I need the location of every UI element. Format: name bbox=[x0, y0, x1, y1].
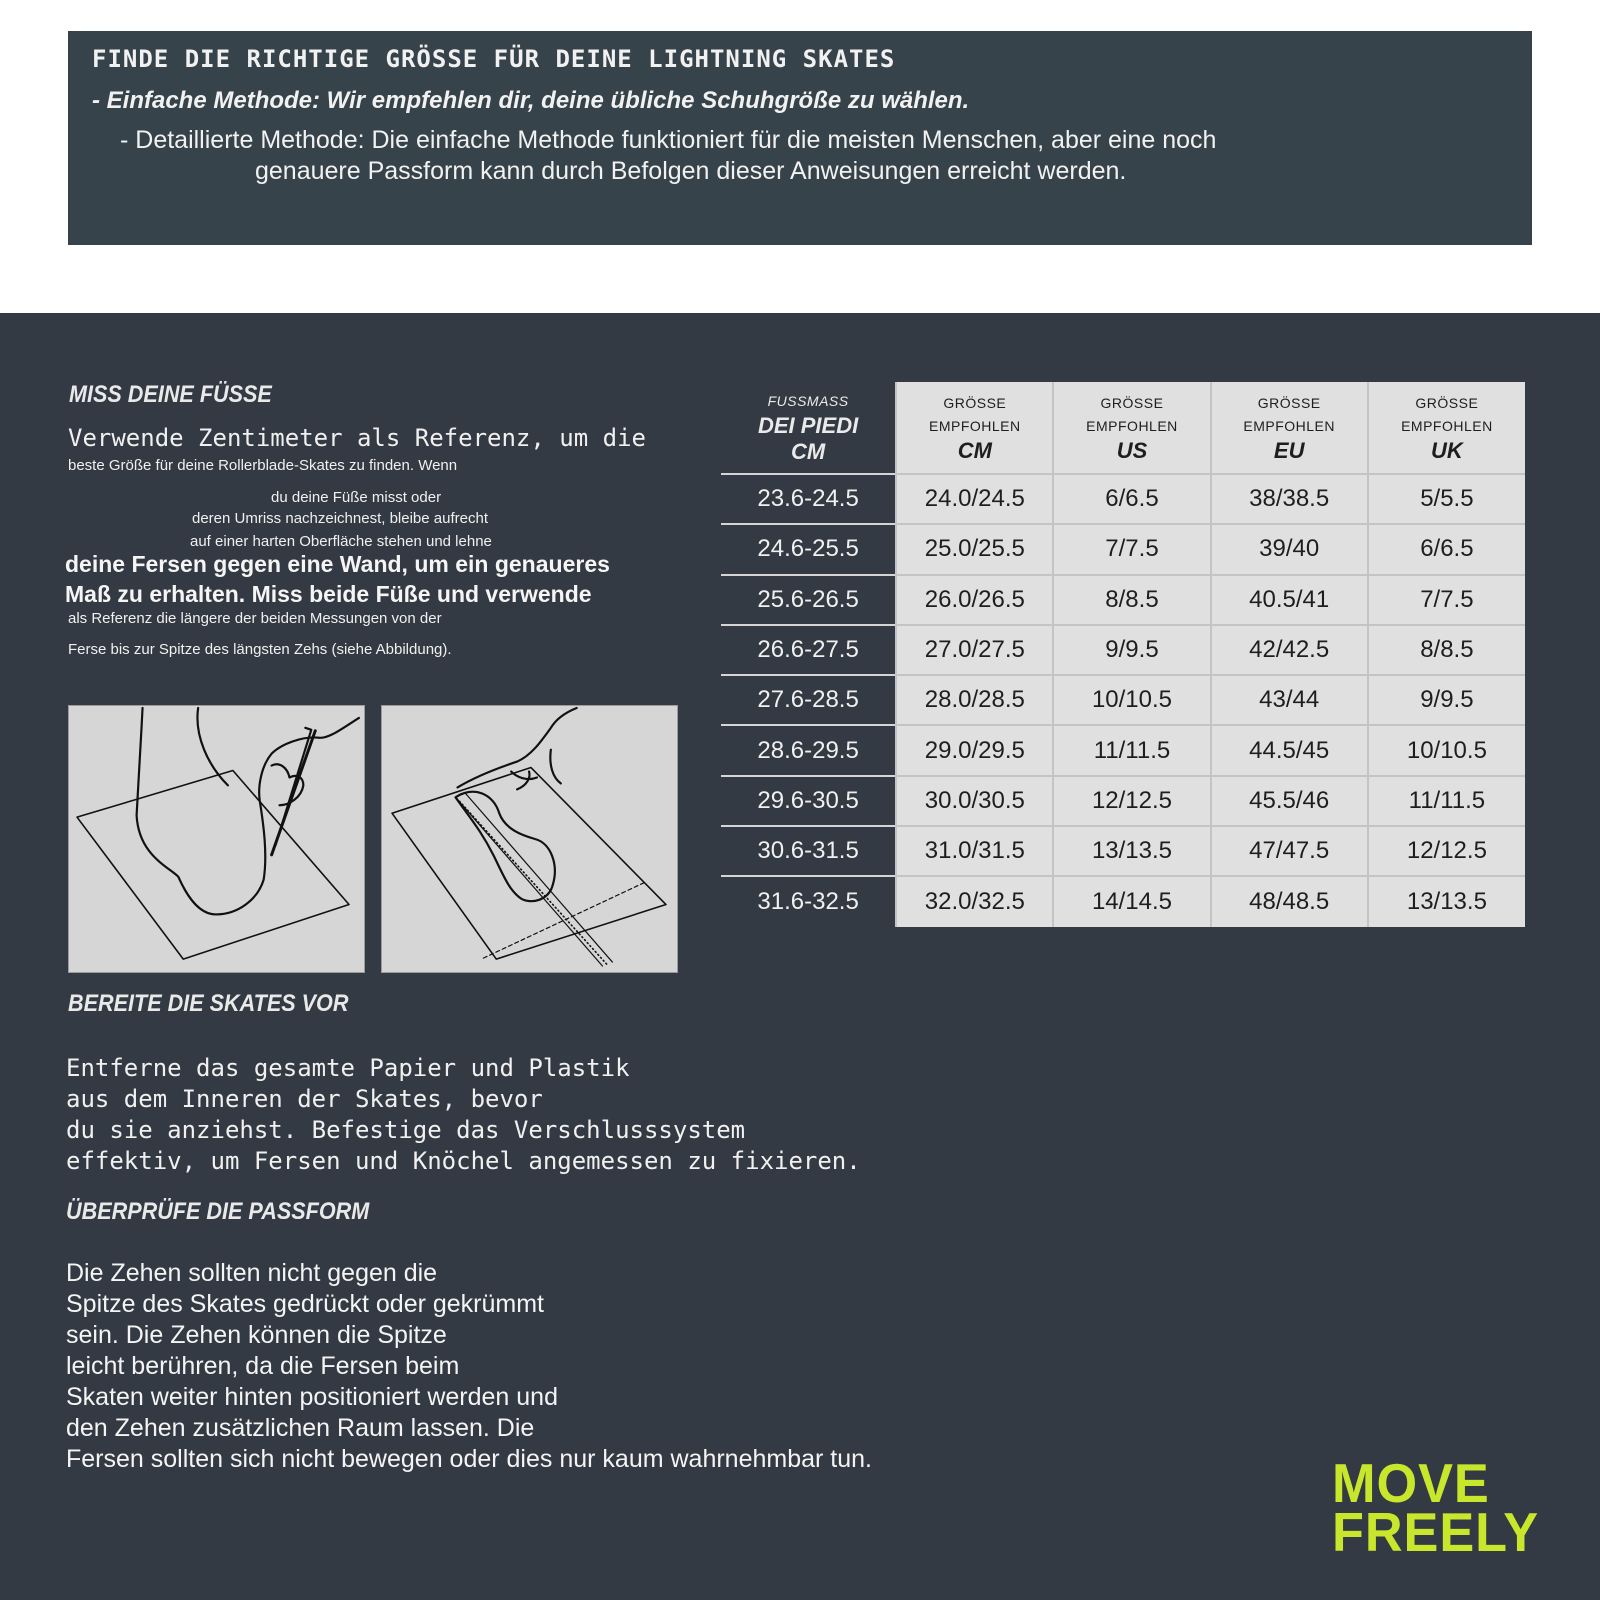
header-small1: GRÖSSE bbox=[943, 394, 1007, 411]
measure-heading: MISS DEINE FÜSSE bbox=[69, 381, 272, 408]
cell-size-cm: 31.0/31.5 bbox=[896, 826, 1053, 876]
prepare-text: Entferne das gesamte Papier und Plastik aus dem Inneren der Skates, bevor du sie anziehst. Befestige das Verschlusssystem effektiv, um Fersen und Knöchel angemessen zu fixieren. bbox=[66, 1054, 861, 1175]
header-small2: EMPFOHLEN bbox=[1243, 417, 1335, 434]
header-small1: GRÖSSE bbox=[1415, 394, 1479, 411]
table-row bbox=[721, 625, 1525, 675]
header-cm bbox=[896, 382, 1053, 474]
header-us bbox=[1053, 382, 1210, 474]
simple-method-text: - Einfache Methode: Wir empfehlen dir, deine übliche Schuhgröße zu wählen. bbox=[92, 87, 970, 114]
table-row bbox=[721, 575, 1525, 625]
detailed-method-text bbox=[120, 125, 1420, 187]
table-row bbox=[721, 776, 1525, 826]
move-freely-logo bbox=[1332, 1452, 1540, 1569]
table-row bbox=[721, 826, 1525, 876]
cell-size-us: 9/9.5 bbox=[1053, 625, 1210, 675]
cell-size-us: 12/12.5 bbox=[1053, 776, 1210, 826]
cell-foot-length: 28.6-29.5 bbox=[721, 725, 896, 775]
banner-title: FINDE DIE RICHTIGE GRÖSSE FÜR DEINE LIGHTNING SKATES bbox=[92, 45, 896, 73]
cell-size-uk: 6/6.5 bbox=[1368, 524, 1525, 574]
measure-line8: als Referenz die längere der beiden Messungen von der bbox=[68, 610, 442, 627]
table-header-row bbox=[721, 382, 1525, 474]
cell-size-us: 6/6.5 bbox=[1053, 474, 1210, 524]
header-eu bbox=[1211, 382, 1368, 474]
fit-text: Die Zehen sollten nicht gegen die Spitze des Skates gedrückt oder gekrümmt sein. Die Zehen können die Spitze leicht berühren, da die Fersen beim Skaten weiter hinten positioniert werden und den Zehen zusätzlichen Raum lassen. Die Fersen sollten sich nicht bewegen oder dies nur kaum wahrnehmbar tun. bbox=[66, 1259, 872, 1473]
cell-size-cm: 24.0/24.5 bbox=[896, 474, 1053, 524]
cell-size-us: 7/7.5 bbox=[1053, 524, 1210, 574]
cell-size-uk: 12/12.5 bbox=[1368, 826, 1525, 876]
logo-line1: MOVE bbox=[1332, 1452, 1490, 1514]
cell-size-cm: 28.0/28.5 bbox=[896, 675, 1053, 725]
header-unit: UK bbox=[1430, 437, 1463, 463]
header-small1: GRÖSSE bbox=[1100, 394, 1164, 411]
cell-size-uk: 5/5.5 bbox=[1368, 474, 1525, 524]
table-row bbox=[721, 725, 1525, 775]
cell-foot-length: 27.6-28.5 bbox=[721, 675, 896, 725]
header-foot-length-big1: DEI PIEDI bbox=[757, 413, 859, 438]
prepare-heading: BEREITE DIE SKATES VOR bbox=[68, 990, 349, 1017]
cell-size-eu: 43/44 bbox=[1211, 675, 1368, 725]
cell-size-uk: 11/11.5 bbox=[1368, 776, 1525, 826]
measure-line9: Ferse bis zur Spitze des längsten Zehs (siehe Abbildung). bbox=[68, 641, 452, 658]
header-foot-length-small: FUSSMASS bbox=[767, 393, 849, 409]
cell-size-cm: 30.0/30.5 bbox=[896, 776, 1053, 826]
size-chart-table bbox=[721, 382, 1525, 927]
cell-foot-length: 24.6-25.5 bbox=[721, 524, 896, 574]
cell-size-uk: 7/7.5 bbox=[1368, 575, 1525, 625]
cell-foot-length: 29.6-30.5 bbox=[721, 776, 896, 826]
cell-size-eu: 47/47.5 bbox=[1211, 826, 1368, 876]
cell-size-cm: 32.0/32.5 bbox=[896, 876, 1053, 926]
header-small2: EMPFOHLEN bbox=[1401, 417, 1493, 434]
header-small2: EMPFOHLEN bbox=[928, 417, 1021, 434]
detailed-method-line2: genauere Passform kann durch Befolgen dieser Anweisungen erreicht werden. bbox=[255, 157, 1127, 185]
cell-size-cm: 26.0/26.5 bbox=[896, 575, 1053, 625]
header-small1: GRÖSSE bbox=[1257, 394, 1321, 411]
header-unit: EU bbox=[1273, 437, 1305, 463]
foot-tracing-illustration bbox=[68, 705, 365, 973]
cell-size-eu: 44.5/45 bbox=[1211, 725, 1368, 775]
detailed-method-line1: - Detaillierte Methode: Die einfache Methode funktioniert für die meisten Menschen, aber eine noch bbox=[120, 126, 1217, 154]
measure-line5: auf einer harten Oberfläche stehen und lehne bbox=[190, 533, 492, 550]
cell-size-eu: 38/38.5 bbox=[1211, 474, 1368, 524]
fit-heading: ÜBERPRÜFE DIE PASSFORM bbox=[66, 1198, 370, 1225]
foot-measuring-illustration bbox=[381, 705, 678, 973]
header-unit: US bbox=[1116, 437, 1148, 463]
cell-size-uk: 10/10.5 bbox=[1368, 725, 1525, 775]
header-unit: CM bbox=[957, 437, 992, 463]
cell-size-eu: 45.5/46 bbox=[1211, 776, 1368, 826]
cell-size-eu: 42/42.5 bbox=[1211, 625, 1368, 675]
cell-size-eu: 39/40 bbox=[1211, 524, 1368, 574]
cell-size-cm: 25.0/25.5 bbox=[896, 524, 1053, 574]
measure-line2: beste Größe für deine Rollerblade-Skates zu finden. Wenn bbox=[68, 457, 458, 474]
table-row bbox=[721, 675, 1525, 725]
main-panel bbox=[0, 313, 1600, 1600]
cell-size-eu: 48/48.5 bbox=[1211, 876, 1368, 926]
cell-foot-length: 26.6-27.5 bbox=[721, 625, 896, 675]
cell-foot-length: 23.6-24.5 bbox=[721, 474, 896, 524]
header-uk bbox=[1368, 382, 1525, 474]
table-row bbox=[721, 876, 1525, 926]
header-foot-length-big2: CM bbox=[790, 439, 826, 464]
cell-foot-length: 25.6-26.5 bbox=[721, 575, 896, 625]
measure-line1: Verwende Zentimeter als Referenz, um die bbox=[68, 424, 646, 452]
cell-size-uk: 8/8.5 bbox=[1368, 625, 1525, 675]
cell-size-uk: 9/9.5 bbox=[1368, 675, 1525, 725]
header-foot-length bbox=[721, 382, 896, 474]
logo-line2: FREELY bbox=[1332, 1501, 1540, 1563]
measure-line6: deine Fersen gegen eine Wand, um ein genaueres bbox=[65, 551, 610, 577]
cell-size-us: 13/13.5 bbox=[1053, 826, 1210, 876]
measure-line4: deren Umriss nachzeichnest, bleibe aufrecht bbox=[192, 510, 488, 527]
cell-size-eu: 40.5/41 bbox=[1211, 575, 1368, 625]
cell-size-uk: 13/13.5 bbox=[1368, 876, 1525, 926]
table-row bbox=[721, 474, 1525, 524]
table-row bbox=[721, 524, 1525, 574]
cell-size-cm: 29.0/29.5 bbox=[896, 725, 1053, 775]
measure-line3: du deine Füße misst oder bbox=[271, 489, 442, 506]
cell-size-cm: 27.0/27.5 bbox=[896, 625, 1053, 675]
cell-size-us: 14/14.5 bbox=[1053, 876, 1210, 926]
cell-foot-length: 30.6-31.5 bbox=[721, 826, 896, 876]
cell-size-us: 8/8.5 bbox=[1053, 575, 1210, 625]
cell-foot-length: 31.6-32.5 bbox=[721, 876, 896, 926]
cell-size-us: 10/10.5 bbox=[1053, 675, 1210, 725]
intro-banner bbox=[68, 31, 1532, 245]
header-small2: EMPFOHLEN bbox=[1086, 417, 1178, 434]
measure-line7: Maß zu erhalten. Miss beide Füße und verwende bbox=[65, 581, 592, 607]
cell-size-us: 11/11.5 bbox=[1053, 725, 1210, 775]
